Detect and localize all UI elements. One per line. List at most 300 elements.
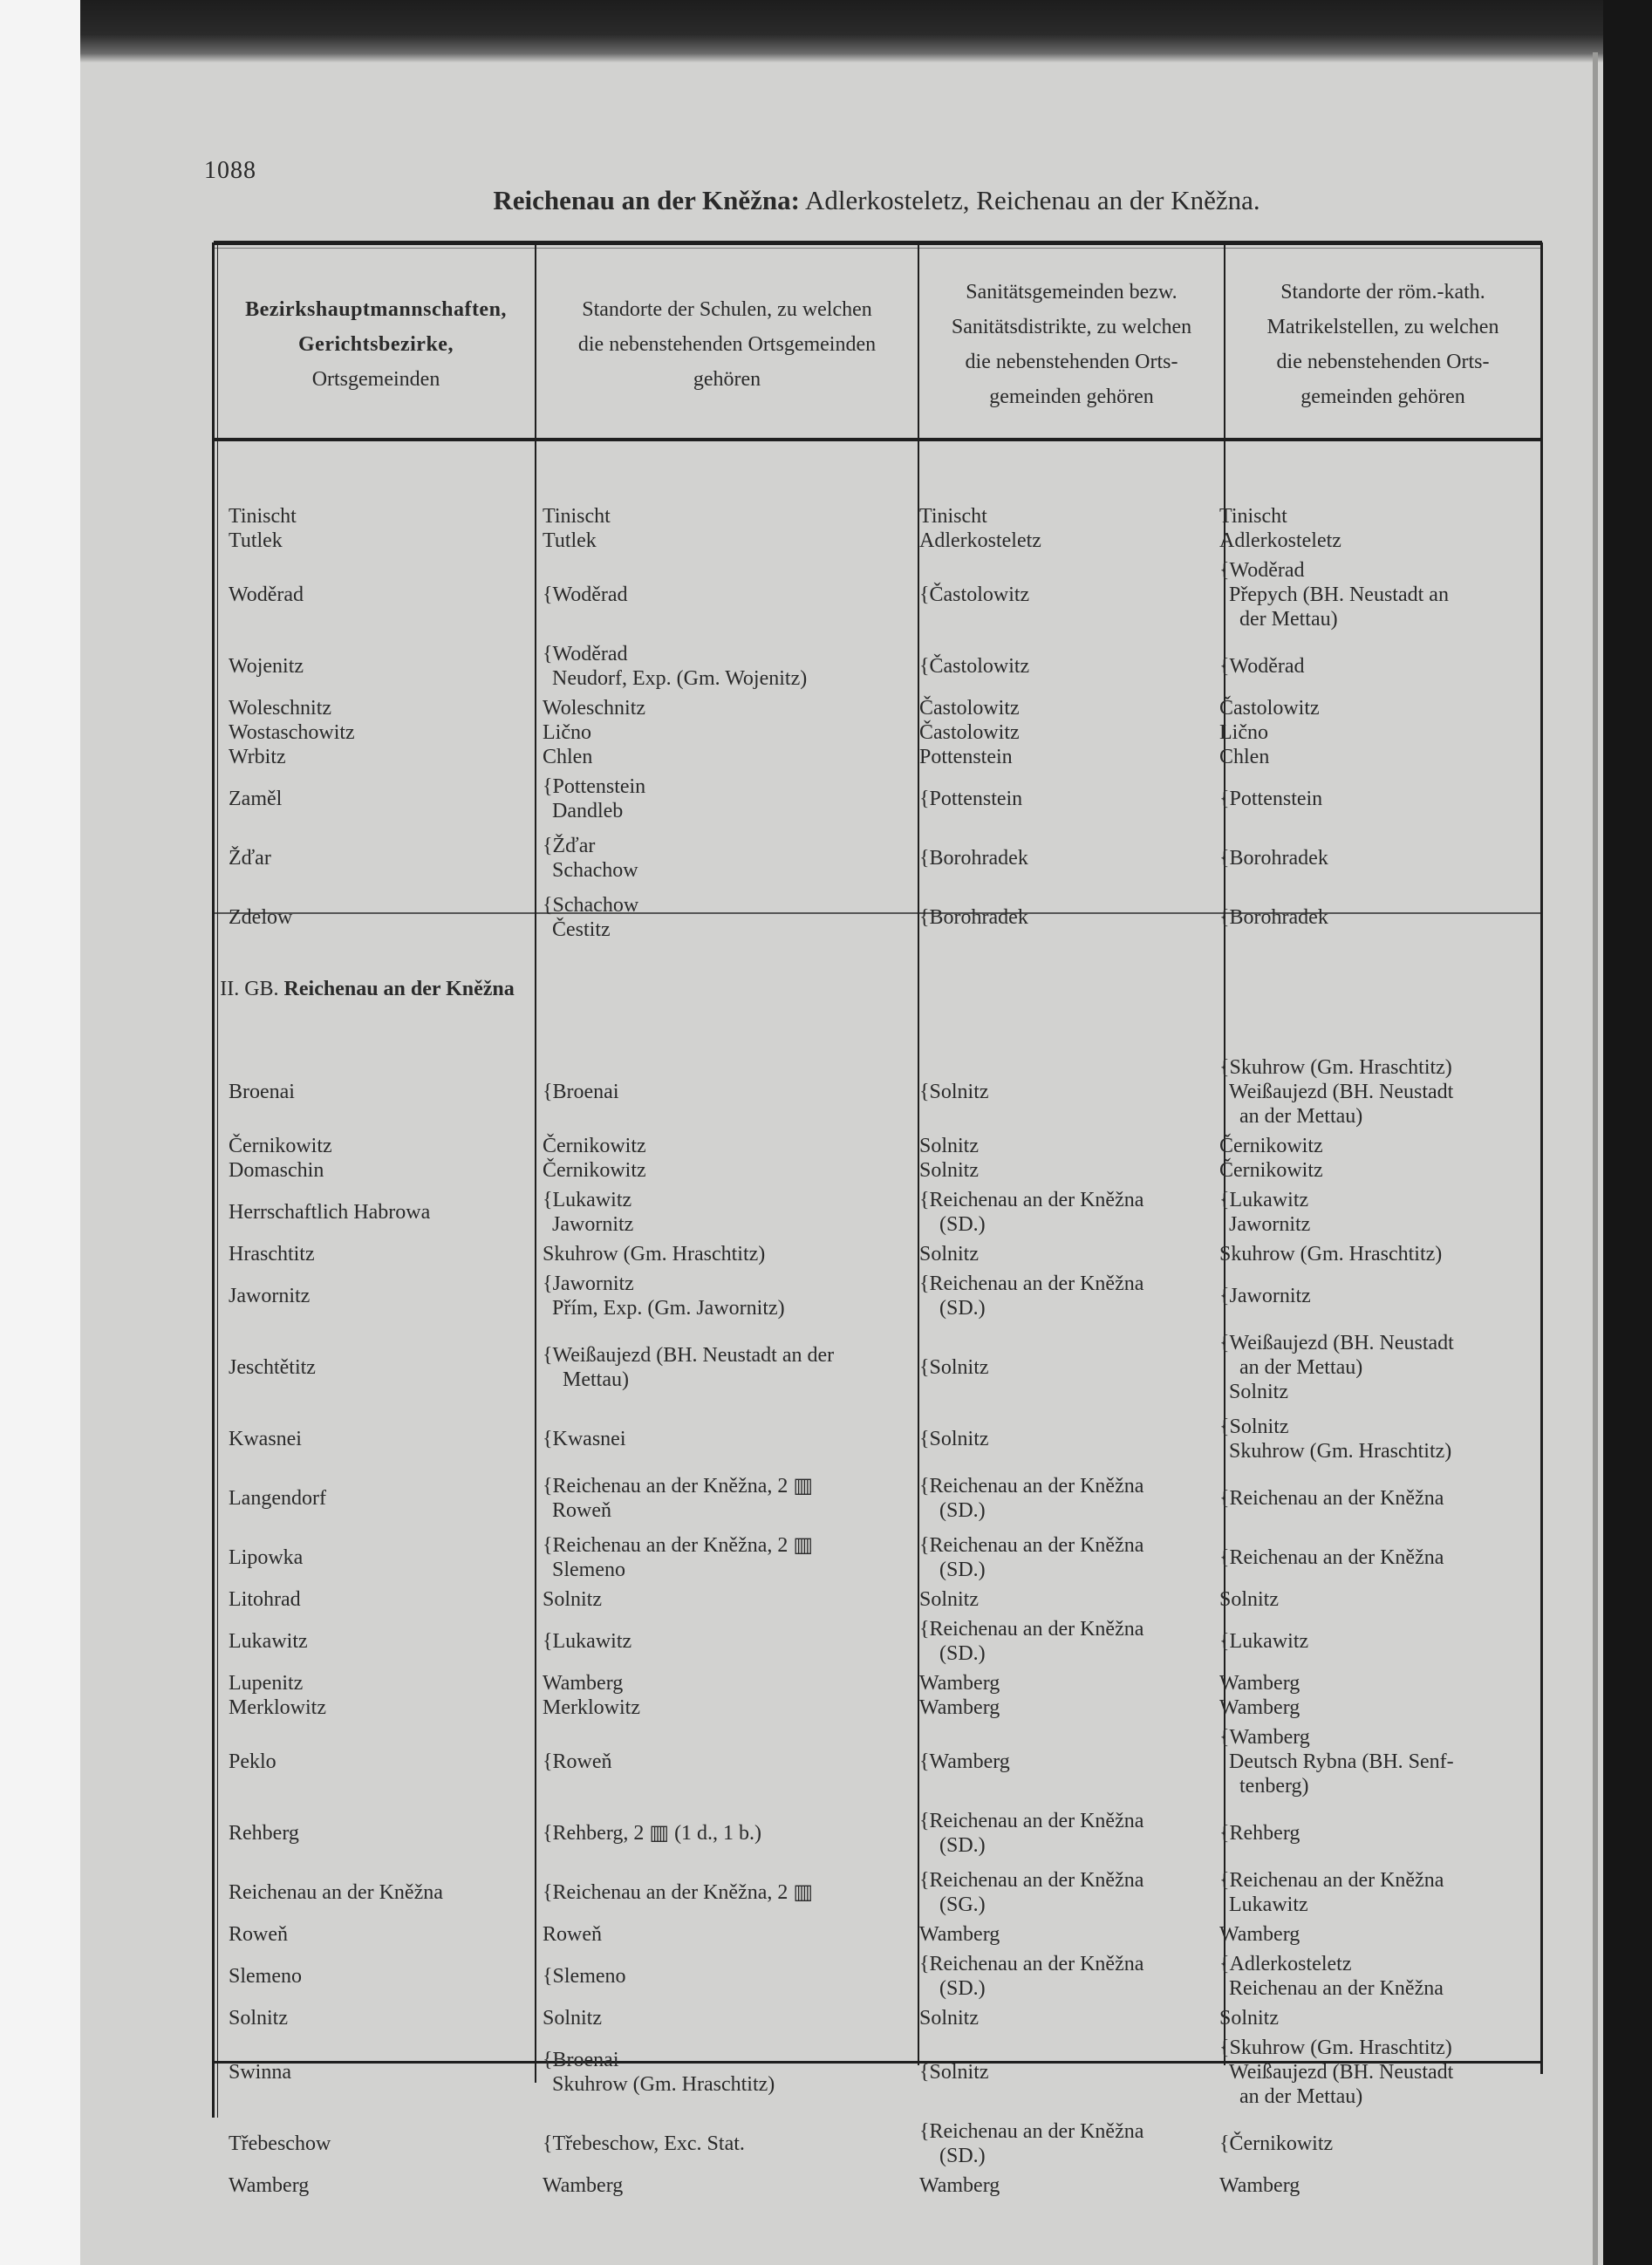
sanitary-district-cell [912, 745, 1212, 769]
cell-line: (SG.) [929, 1893, 986, 1916]
cell-line: {Reichenau an der Kněžna [919, 1475, 1144, 1497]
cell-line: {Žďar [543, 835, 596, 857]
column-header-2 [536, 253, 918, 436]
table-row [214, 1922, 1542, 1947]
cell-line: Schachow [552, 859, 638, 882]
section-heading [214, 977, 521, 1001]
cell-line: Reichenau an der Kněžna [1229, 1977, 1444, 2000]
sanitary-district-cell [912, 1134, 1212, 1158]
school-cell [536, 577, 912, 612]
parish-cell [1212, 1481, 1524, 1516]
cell-line: Kwasnei [229, 1428, 302, 1450]
column-header-1 [218, 253, 534, 436]
cell-line: {Reichenau an der Kněžna [919, 1189, 1144, 1211]
municipality-cell [214, 1922, 536, 1947]
cell-line: {Pottenstein [919, 788, 1023, 810]
cell-line: Zdelow [229, 906, 293, 929]
sanitary-district-cell [912, 1744, 1212, 1779]
school-cell [536, 829, 912, 888]
cell-line: Černikowitz [543, 1159, 646, 1182]
school-cell [536, 1469, 912, 1528]
cell-line: (SD.) [929, 1213, 986, 1236]
cell-line: Adlerkosteletz [919, 529, 1041, 552]
cell-line: {Borohradek [1219, 847, 1328, 870]
sanitary-district-cell [912, 1804, 1212, 1863]
cell-line: {Borohradek [919, 906, 1028, 929]
cell-line: Lipowka [229, 1546, 304, 1569]
cell-line: {Woděrad [543, 643, 628, 665]
municipality-cell [214, 2060, 536, 2084]
cell-line: {Reichenau an der Kněžna, 2 ▥ [543, 1534, 814, 1557]
table-row [214, 2030, 1542, 2114]
cell-line: Wamberg [1219, 2174, 1300, 2197]
cell-line: Lično [543, 721, 591, 744]
cell-line: Skuhrow (Gm. Hraschtitz) [1219, 1243, 1443, 1266]
school-cell [536, 1422, 912, 1457]
cell-line: Woleschnitz [229, 697, 332, 720]
header-line: Ortsgemeinden [311, 368, 440, 391]
header-line: Sanitätsgemeinden bezw. [966, 281, 1178, 304]
cell-line: Solnitz [919, 1588, 980, 1611]
parish-cell [1212, 1587, 1524, 1612]
parish-cell [1212, 553, 1524, 637]
header-line: Standorte der röm.-kath. [1280, 281, 1485, 304]
section-heading-prefix: II. GB. [220, 978, 279, 1000]
sanitary-district-cell [912, 1695, 1212, 1720]
cell-line: der Mettau) [1229, 608, 1338, 631]
header-line: gemeinden gehören [1300, 385, 1465, 408]
school-cell [536, 1338, 912, 1397]
table-row [214, 1612, 1542, 1671]
cell-line: Woleschnitz [543, 697, 646, 720]
municipality-cell [214, 720, 536, 745]
cell-line: Wamberg [919, 1696, 1000, 1719]
cell-line: {Kwasnei [543, 1428, 626, 1450]
cell-line: Rehberg [229, 1822, 299, 1845]
school-cell [536, 888, 912, 947]
municipality-cell [214, 2132, 536, 2156]
table-top-rule-thin [214, 248, 1542, 249]
cell-line: {Lukawitz [543, 1630, 632, 1653]
cell-line: {Reichenau an der Kněžna [1219, 1487, 1444, 1510]
school-cell [536, 1671, 912, 1695]
cell-line: Wamberg [919, 2174, 1000, 2197]
municipality-cell [214, 1080, 536, 1104]
table-row [214, 829, 1542, 888]
municipality-cell [214, 1427, 536, 1451]
school-cell [536, 1242, 912, 1266]
cell-line: Skuhrow (Gm. Hraschtitz) [543, 1243, 766, 1266]
cell-line: Merklowitz [229, 1696, 326, 1719]
sanitary-district-cell [912, 841, 1212, 876]
cell-line: {Wamberg [919, 1750, 1010, 1773]
cell-line: {Borohradek [1219, 906, 1328, 929]
header-line: gemeinden gehören [989, 385, 1154, 408]
sanitary-district-cell [912, 1350, 1212, 1385]
section-gb-reichenau [214, 977, 1542, 2198]
cell-line: {Reichenau an der Kněžna [919, 1869, 1144, 1892]
table-row [214, 1134, 1542, 1158]
municipality-cell [214, 787, 536, 811]
cell-line: {Reichenau an der Kněžna [1219, 1546, 1444, 1569]
cell-line: Weißaujezd (BH. Neustadt [1229, 2061, 1454, 2084]
cell-line: {Broenai [543, 1081, 619, 1103]
parish-cell [1212, 1409, 1524, 1469]
cell-line: {Schachow [543, 894, 639, 917]
cell-line: Herrschaftlich Habrowa [229, 1201, 431, 1224]
municipality-cell [214, 529, 536, 553]
cell-line: (SD.) [929, 1642, 986, 1665]
title-rest: Adlerkosteletz, Reichenau an der Kněžna. [800, 185, 1260, 215]
header-line: Matrikelstellen, zu welchen [1266, 316, 1499, 338]
parish-cell [1212, 696, 1524, 720]
table-row [214, 553, 1542, 637]
cell-line: (SD.) [929, 1499, 986, 1522]
school-cell [536, 769, 912, 829]
table-row [214, 1158, 1542, 1183]
parish-cell [1212, 1050, 1524, 1134]
table-row [214, 1695, 1542, 1720]
school-cell [536, 2173, 912, 2198]
municipality-cell [214, 846, 536, 870]
school-cell [536, 504, 912, 529]
cell-line: Tinischt [543, 505, 611, 528]
table-row [214, 1720, 1542, 1804]
cell-line: Zaměl [229, 788, 283, 810]
parish-cell [1212, 900, 1524, 935]
cell-line: Přím, Exp. (Gm. Jawornitz) [552, 1297, 785, 1320]
cell-line: Wamberg [919, 1923, 1000, 1946]
municipality-cell [214, 1486, 536, 1511]
cell-line: {Jawornitz [1219, 1285, 1311, 1307]
cell-line: Wamberg [1219, 1696, 1300, 1719]
school-cell [536, 1183, 912, 1242]
cell-line: {Solnitz [919, 1081, 989, 1103]
sanitary-district-cell [912, 1158, 1212, 1183]
cell-line: Reichenau an der Kněžna [229, 1881, 443, 1904]
cell-line: {Reichenau an der Kněžna, 2 ▥ [543, 1475, 814, 1497]
sanitary-district-cell [912, 696, 1212, 720]
cell-line: {Třebeschow, Exc. Stat. [543, 2132, 745, 2155]
table-row [214, 1326, 1542, 1409]
school-cell [536, 1528, 912, 1587]
cell-line: {Wamberg [1219, 1726, 1310, 1749]
table-top-rule [214, 241, 1542, 245]
municipality-cell [214, 1695, 536, 1720]
cell-line: Wostaschowitz [229, 721, 355, 744]
cell-line: {Woděrad [1219, 559, 1305, 582]
cell-line: Skuhrow (Gm. Hraschtitz) [552, 2073, 775, 2096]
cell-line: Solnitz [543, 2007, 603, 2030]
parish-cell [1212, 2006, 1524, 2030]
municipality-cell [214, 1750, 536, 1774]
header-bottom-rule [214, 438, 1542, 441]
cell-line: Lukawitz [1229, 1893, 1308, 1916]
school-cell [536, 1134, 912, 1158]
cell-line: Deutsch Rybna (BH. Senf- [1229, 1750, 1454, 1773]
cell-line: {Černikowitz [1219, 2132, 1334, 2155]
sanitary-district-cell [912, 1612, 1212, 1671]
municipality-cell [214, 2006, 536, 2030]
school-cell [536, 1158, 912, 1183]
cell-line: Tinischt [229, 505, 297, 528]
municipality-cell [214, 696, 536, 720]
municipality-cell [214, 1587, 536, 1612]
school-cell [536, 1744, 912, 1779]
municipality-cell [214, 1671, 536, 1695]
cell-line: Skuhrow (Gm. Hraschtitz) [1229, 1440, 1452, 1463]
cell-line: {Woděrad [1219, 655, 1305, 678]
table-row [214, 745, 1542, 769]
cell-line: {Solnitz [919, 2061, 989, 2084]
parish-cell [1212, 1134, 1524, 1158]
municipality-cell [214, 1545, 536, 1570]
parish-cell [1212, 649, 1524, 684]
cell-line: {Lukawitz [543, 1189, 632, 1211]
school-cell [536, 2043, 912, 2102]
cell-line: Pottenstein [919, 746, 1013, 768]
cell-line: {Slemeno [543, 1965, 626, 1988]
cell-line: Tinischt [919, 505, 987, 528]
title-bold: Reichenau an der Kněžna: [493, 185, 800, 215]
cell-line: Solnitz [919, 1159, 980, 1182]
parish-cell [1212, 781, 1524, 816]
cell-line: {Reichenau an der Kněžna [1219, 1869, 1444, 1892]
cell-line: {Lukawitz [1219, 1630, 1309, 1653]
sanitary-district-cell [912, 1863, 1212, 1922]
cell-line: {Solnitz [919, 1428, 989, 1450]
sanitary-district-cell [912, 1671, 1212, 1695]
parish-cell [1212, 1624, 1524, 1659]
cell-line: Černikowitz [1219, 1135, 1323, 1157]
scan-right-edge [1603, 0, 1652, 2265]
parish-cell [1212, 2126, 1524, 2161]
cell-line: an der Mettau) [1229, 2085, 1363, 2108]
table-row [214, 504, 1542, 529]
sanitary-district-cell [912, 577, 1212, 612]
cell-line: {Reichenau an der Kněžna [919, 1272, 1144, 1295]
sanitary-district-cell [912, 1422, 1212, 1457]
cell-line: Tutlek [229, 529, 283, 552]
cell-line: {Reichenau an der Kněžna [919, 1953, 1144, 1975]
municipality-cell [214, 1284, 536, 1308]
section-heading-name: Reichenau an der Kněžna [283, 978, 515, 1000]
cell-line: Langendorf [229, 1487, 326, 1510]
parish-cell [1212, 1671, 1524, 1695]
sanitary-district-cell [912, 504, 1212, 529]
header-line: Standorte der Schulen, zu welchen [582, 298, 872, 321]
school-cell [536, 529, 912, 553]
cell-line: Slemeno [229, 1965, 302, 1988]
cell-line: {Reichenau an der Kněžna [919, 1534, 1144, 1557]
sanitary-district-cell [912, 1528, 1212, 1587]
parish-cell [1212, 1540, 1524, 1575]
table-row [214, 2006, 1542, 2030]
cell-line: {Reichenau an der Kněžna [919, 2120, 1144, 2143]
cell-line: Wamberg [919, 1672, 1000, 1695]
cell-line: an der Mettau) [1229, 1356, 1363, 1379]
cell-line: Wamberg [543, 2174, 624, 2197]
cell-line: {Pottenstein [1219, 788, 1323, 810]
cell-line: Wamberg [1219, 1672, 1300, 1695]
sanitary-district-cell [912, 529, 1212, 553]
cell-line: Domaschin [229, 1159, 324, 1182]
cell-line: Adlerkosteletz [1219, 529, 1341, 552]
scan-margin [0, 0, 80, 2265]
cell-line: Tinischt [1219, 505, 1287, 528]
sanitary-district-cell [912, 1947, 1212, 2006]
parish-cell [1212, 2030, 1524, 2114]
municipality-cell [214, 745, 536, 769]
cell-line: Častolowitz [919, 721, 1020, 744]
sanitary-district-cell [912, 1922, 1212, 1947]
cell-line: Jeschtětitz [229, 1356, 316, 1379]
cell-line: Roweň [552, 1499, 611, 1522]
parish-cell [1212, 1816, 1524, 1851]
cell-line: {Skuhrow (Gm. Hraschtitz) [1219, 2036, 1452, 2059]
cell-line: tenberg) [1229, 1775, 1309, 1798]
page-title [0, 185, 1652, 216]
parish-cell [1212, 1695, 1524, 1720]
cell-line: (SD.) [929, 2145, 986, 2167]
cell-line: Weißaujezd (BH. Neustadt [1229, 1081, 1454, 1103]
cell-line: Solnitz [543, 1588, 603, 1611]
table-row [214, 769, 1542, 829]
school-cell [536, 720, 912, 745]
parish-cell [1212, 1242, 1524, 1266]
cell-line: Slemeno [552, 1559, 625, 1581]
cell-line: {Reichenau an der Kněžna [919, 1618, 1144, 1641]
cell-line: Wojenitz [229, 655, 304, 678]
parish-cell [1212, 745, 1524, 769]
school-cell [536, 1695, 912, 1720]
cell-line: Mettau) [552, 1368, 629, 1391]
sanitary-district-cell [912, 649, 1212, 684]
cell-line: Wamberg [543, 1672, 624, 1695]
table-row [214, 1183, 1542, 1242]
cell-line: Broenai [229, 1081, 295, 1103]
sanitary-district-cell [912, 1075, 1212, 1109]
cell-line: {Roweň [543, 1750, 612, 1773]
scan-top-edge [80, 0, 1652, 63]
cell-line: Častolowitz [919, 697, 1020, 720]
table-row [214, 1242, 1542, 1266]
cell-line: {Broenai [543, 2049, 619, 2071]
cell-line: {Jawornitz [543, 1272, 634, 1295]
parish-cell [1212, 1158, 1524, 1183]
cell-line: Solnitz [919, 1243, 980, 1266]
parish-cell [1212, 2173, 1524, 2198]
cell-line: Lukawitz [229, 1630, 308, 1653]
table-row [214, 1947, 1542, 2006]
municipality-cell [214, 654, 536, 679]
cell-line: Třebeschow [229, 2132, 331, 2155]
cell-line: {Borohradek [919, 847, 1028, 870]
cell-line: (SD.) [929, 1297, 986, 1320]
header-line: die nebenstehenden Orts- [965, 351, 1178, 373]
municipality-cell [214, 905, 536, 930]
header-line: die nebenstehenden Ortsgemeinden [577, 333, 877, 356]
school-cell [536, 2006, 912, 2030]
cell-line: Jawornitz [552, 1213, 634, 1236]
cell-line: Žďar [229, 847, 271, 870]
school-cell [536, 1266, 912, 1326]
table-row [214, 1863, 1542, 1922]
municipality-cell [214, 1821, 536, 1845]
cell-line: {Pottenstein [543, 775, 646, 798]
table-row [214, 1587, 1542, 1612]
cell-line: Solnitz [1219, 1588, 1280, 1611]
table-row [214, 720, 1542, 745]
cell-line: Tutlek [543, 529, 597, 552]
cell-line: {Solnitz [1219, 1416, 1289, 1438]
municipality-cell [214, 1134, 536, 1158]
school-cell [536, 637, 912, 696]
sanitary-district-cell [912, 1242, 1212, 1266]
page-number: 1088 [204, 157, 256, 184]
parish-cell [1212, 720, 1524, 745]
sanitary-district-cell [912, 2055, 1212, 2090]
school-cell [536, 696, 912, 720]
cell-line: {Adlerkosteletz [1219, 1953, 1352, 1975]
column-header-3 [919, 253, 1224, 436]
cell-line: Chlen [1219, 746, 1270, 768]
cell-line: Černikowitz [543, 1135, 646, 1157]
parish-cell [1212, 1947, 1524, 2006]
municipality-cell [214, 1880, 536, 1905]
cell-line: Jawornitz [229, 1285, 311, 1307]
header-line-bold: Gerichtsbezirke, [298, 333, 454, 356]
municipality-cell [214, 2173, 536, 2198]
school-cell [536, 1587, 912, 1612]
cell-line: Solnitz [229, 2007, 289, 2030]
cell-line: Čestitz [552, 918, 611, 941]
cell-line: Solnitz [1219, 2007, 1280, 2030]
cell-line: Roweň [229, 1923, 288, 1946]
cell-line: {Reichenau an der Kněžna, 2 ▥ [543, 1881, 814, 1904]
cell-line: {Reichenau an der Kněžna [919, 1810, 1144, 1832]
municipality-cell [214, 583, 536, 607]
cell-line: Chlen [543, 746, 593, 768]
sanitary-district-cell [912, 720, 1212, 745]
cell-line: Lično [1219, 721, 1268, 744]
table-row [214, 696, 1542, 720]
header-line: die nebenstehenden Orts- [1276, 351, 1490, 373]
cell-line: Wamberg [1219, 1923, 1300, 1946]
cell-line: Černikowitz [1219, 1159, 1323, 1182]
cell-line: Swinna [229, 2061, 291, 2084]
table-row [214, 888, 1542, 947]
cell-line: Přepych (BH. Neustadt an [1229, 583, 1449, 606]
cell-line: {Lukawitz [1219, 1189, 1309, 1211]
table-row [214, 637, 1542, 696]
cell-line: {Častolowitz [919, 655, 1030, 678]
municipality-cell [214, 1964, 536, 1989]
parish-cell [1212, 1183, 1524, 1242]
cell-line: {Skuhrow (Gm. Hraschtitz) [1219, 1056, 1452, 1079]
school-cell [536, 1075, 912, 1109]
sanitary-district-cell [912, 1183, 1212, 1242]
parish-cell [1212, 504, 1524, 529]
cell-line: Solnitz [919, 1135, 980, 1157]
cell-line: an der Mettau) [1229, 1105, 1363, 1128]
cell-line: Merklowitz [543, 1696, 640, 1719]
school-cell [536, 1816, 912, 1851]
parish-cell [1212, 1279, 1524, 1313]
cell-line: (SD.) [929, 1559, 986, 1581]
header-line-bold: Bezirkshauptmannschaften, [245, 298, 507, 321]
table-row [214, 2173, 1542, 2198]
